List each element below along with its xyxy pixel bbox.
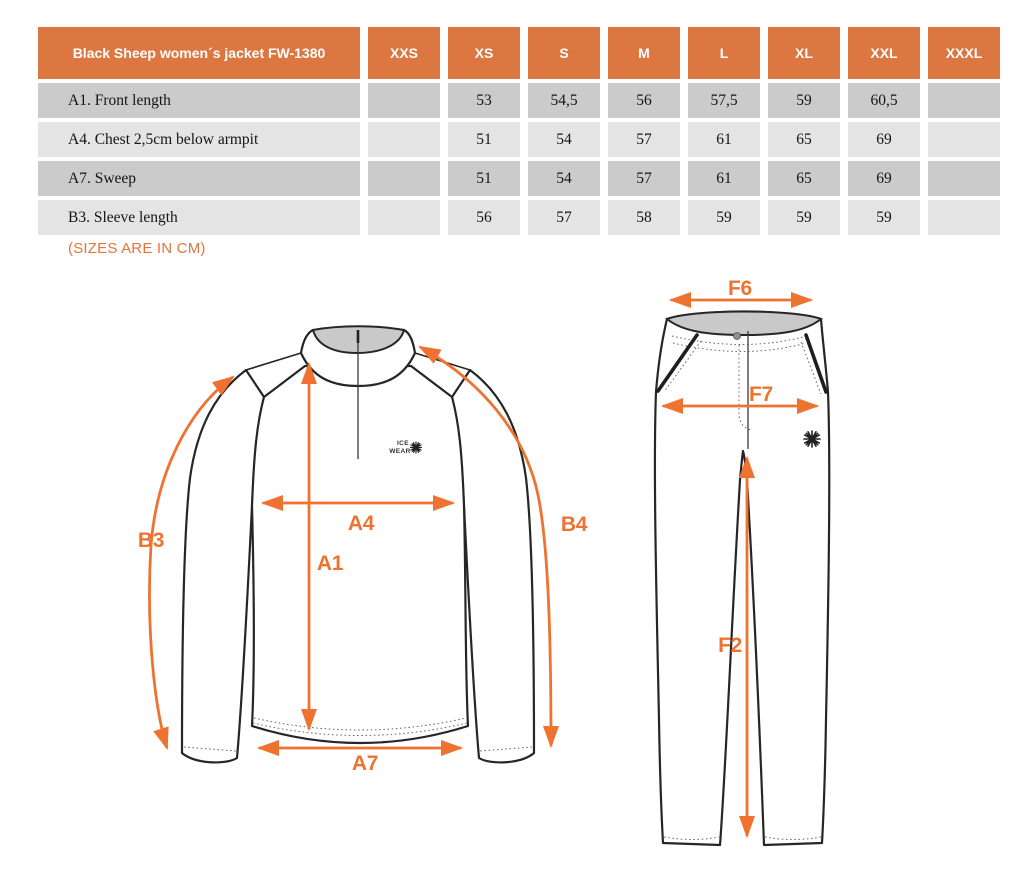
size-value: 54: [528, 122, 600, 157]
size-value: 56: [448, 200, 520, 235]
size-value: 56: [608, 83, 680, 118]
size-value: 59: [848, 200, 920, 235]
size-value: 51: [448, 122, 520, 157]
size-value: 59: [768, 200, 840, 235]
size-column-header-xl: XL: [768, 27, 840, 79]
size-value: 61: [688, 122, 760, 157]
size-value: 59: [768, 83, 840, 118]
size-value: 57,5: [688, 83, 760, 118]
size-value: 69: [848, 161, 920, 196]
pants-diagram: [655, 277, 829, 845]
pants-button: [734, 333, 741, 340]
size-column-header-l: L: [688, 27, 760, 79]
size-value: 57: [608, 122, 680, 157]
measure-b4-label: B4: [560, 513, 588, 536]
size-value: 61: [688, 161, 760, 196]
size-value: 59: [688, 200, 760, 235]
size-column-header-xxxl: XXXL: [928, 27, 1000, 79]
sizes-unit-note: (SIZES ARE IN CM): [68, 240, 206, 257]
snowflake-icon: [804, 431, 820, 447]
measure-a7-label: A7: [351, 752, 379, 775]
size-value: 65: [768, 161, 840, 196]
size-column-header-m: M: [608, 27, 680, 79]
measurement-label: A1. Front length: [38, 83, 360, 118]
jacket-left-sleeve: [182, 370, 264, 762]
measurement-label: B3. Sleeve length: [38, 200, 360, 235]
size-value: 51: [448, 161, 520, 196]
size-value: 57: [608, 161, 680, 196]
measure-b3-label: B3: [137, 529, 165, 552]
size-column-header-xxs: XXS: [368, 27, 440, 79]
size-value: 60,5: [848, 83, 920, 118]
size-value: 53: [448, 83, 520, 118]
size-column-header-xxl: XXL: [848, 27, 920, 79]
brand-logo-text-line2: WEAR: [389, 448, 411, 455]
size-value: 54,5: [528, 83, 600, 118]
size-column-header-s: S: [528, 27, 600, 79]
jacket-diagram: [138, 326, 588, 775]
brand-logo-text-line1: ICE: [396, 440, 410, 447]
pants-body: [655, 312, 829, 846]
size-value: 65: [768, 122, 840, 157]
size-value: 57: [528, 200, 600, 235]
measure-a1-label: A1: [316, 552, 344, 575]
size-column-header-xs: XS: [448, 27, 520, 79]
product-title: Black Sheep women´s jacket FW-1380: [38, 27, 360, 79]
measurement-label: A4. Chest 2,5cm below armpit: [38, 122, 360, 157]
measure-f2-label: F2: [718, 634, 742, 657]
size-value: 69: [848, 122, 920, 157]
size-value: 58: [608, 200, 680, 235]
size-value: 54: [528, 161, 600, 196]
measurement-label: A7. Sweep: [38, 161, 360, 196]
measure-f6-label: F6: [728, 277, 752, 300]
jacket-body: [252, 366, 468, 743]
measure-a4-label: A4: [347, 512, 375, 535]
snowflake-icon: [411, 442, 422, 453]
measure-f7-label: F7: [749, 383, 773, 406]
